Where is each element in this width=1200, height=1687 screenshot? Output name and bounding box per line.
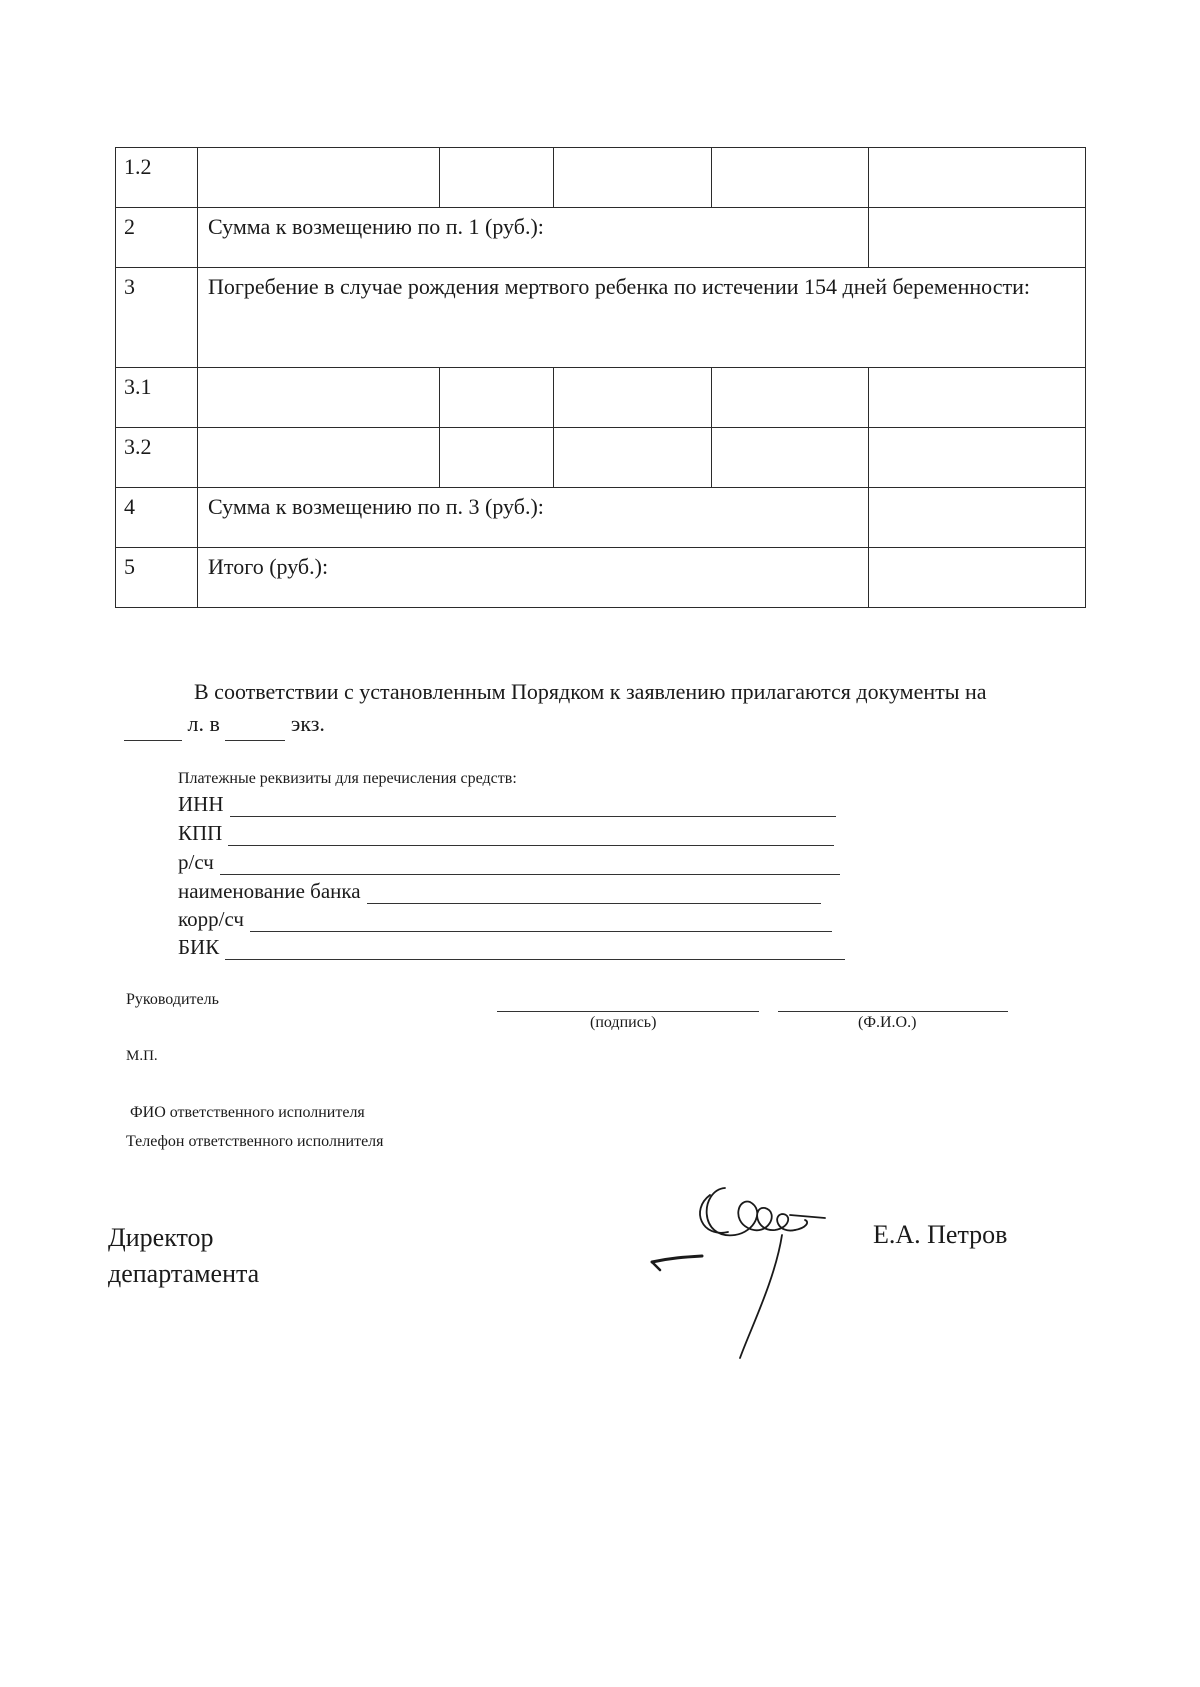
table-row xyxy=(116,368,1086,428)
compensation-table xyxy=(115,147,1086,608)
field-line xyxy=(250,909,832,932)
copies-count-blank xyxy=(225,708,285,741)
field-line xyxy=(367,881,821,904)
attachment-text: В соответствии с установленным Порядком к заявлению прилагаются документы на xyxy=(194,679,987,704)
executor-name-label: ФИО ответственного исполнителя xyxy=(130,1104,365,1121)
table-cell xyxy=(869,428,1086,488)
field-line xyxy=(230,794,836,817)
row-number: 3.1 xyxy=(116,368,198,428)
row-number: 1.2 xyxy=(116,148,198,208)
row-number: 4 xyxy=(116,488,198,548)
table-row xyxy=(116,208,1086,268)
table-cell xyxy=(554,148,712,208)
handwritten-signature xyxy=(640,1180,870,1380)
row-label: Итого (руб.): xyxy=(198,548,869,608)
table-cell xyxy=(712,148,869,208)
table-row xyxy=(116,148,1086,208)
bik-field xyxy=(178,935,845,960)
table-cell xyxy=(554,428,712,488)
attachment-pages-text: л. в xyxy=(187,711,220,736)
field-label: р/сч xyxy=(178,850,214,874)
row-number: 2 xyxy=(116,208,198,268)
payment-heading: Платежные реквизиты для перечисления средств: xyxy=(178,770,517,787)
stamp-label: М.П. xyxy=(126,1048,158,1064)
row-label: Сумма к возмещению по п. 1 (руб.): xyxy=(198,208,869,268)
table-cell xyxy=(440,148,554,208)
row-label: Погребение в случае рождения мертвого ребенка по истечении 154 дней беременности: xyxy=(198,268,1086,368)
name-caption: (Ф.И.О.) xyxy=(858,1014,917,1031)
position-line-1: Директор xyxy=(108,1223,214,1252)
table-cell xyxy=(198,368,440,428)
attachment-copies-text: экз. xyxy=(290,711,325,736)
row-number: 3 xyxy=(116,268,198,368)
table-cell xyxy=(869,548,1086,608)
row-number: 3.2 xyxy=(116,428,198,488)
attachment-paragraph xyxy=(124,676,1079,741)
pages-count-blank xyxy=(124,708,182,741)
manager-label: Руководитель xyxy=(126,991,219,1008)
signature-line xyxy=(497,1011,759,1012)
table-cell xyxy=(869,368,1086,428)
table-row xyxy=(116,488,1086,548)
field-line xyxy=(220,852,840,875)
field-label: КПП xyxy=(178,821,223,845)
inn-field xyxy=(178,792,836,817)
field-label: ИНН xyxy=(178,792,224,816)
director-position xyxy=(108,1220,259,1292)
table-cell xyxy=(554,368,712,428)
table-cell xyxy=(198,428,440,488)
table-cell xyxy=(440,368,554,428)
table-row xyxy=(116,268,1086,368)
account-field xyxy=(178,850,840,875)
executor-phone-label: Телефон ответственного исполнителя xyxy=(126,1133,384,1150)
table-cell xyxy=(869,488,1086,548)
table-cell xyxy=(440,428,554,488)
name-line xyxy=(778,1011,1008,1012)
table-cell xyxy=(869,148,1086,208)
signer-name: Е.А. Петров xyxy=(873,1220,1008,1249)
table-cell xyxy=(869,208,1086,268)
bank-name-field xyxy=(178,879,821,904)
table-cell xyxy=(712,428,869,488)
table-row xyxy=(116,548,1086,608)
field-label: БИК xyxy=(178,935,220,959)
kpp-field xyxy=(178,821,834,846)
field-line xyxy=(225,937,845,960)
field-line xyxy=(228,823,834,846)
table-row xyxy=(116,428,1086,488)
row-number: 5 xyxy=(116,548,198,608)
field-label: наименование банка xyxy=(178,879,361,903)
row-label: Сумма к возмещению по п. 3 (руб.): xyxy=(198,488,869,548)
signature-caption: (подпись) xyxy=(590,1014,657,1031)
field-label: корр/сч xyxy=(178,907,244,931)
corr-account-field xyxy=(178,907,832,932)
table-cell xyxy=(712,368,869,428)
position-line-2: департамента xyxy=(108,1259,260,1288)
table-cell xyxy=(198,148,440,208)
